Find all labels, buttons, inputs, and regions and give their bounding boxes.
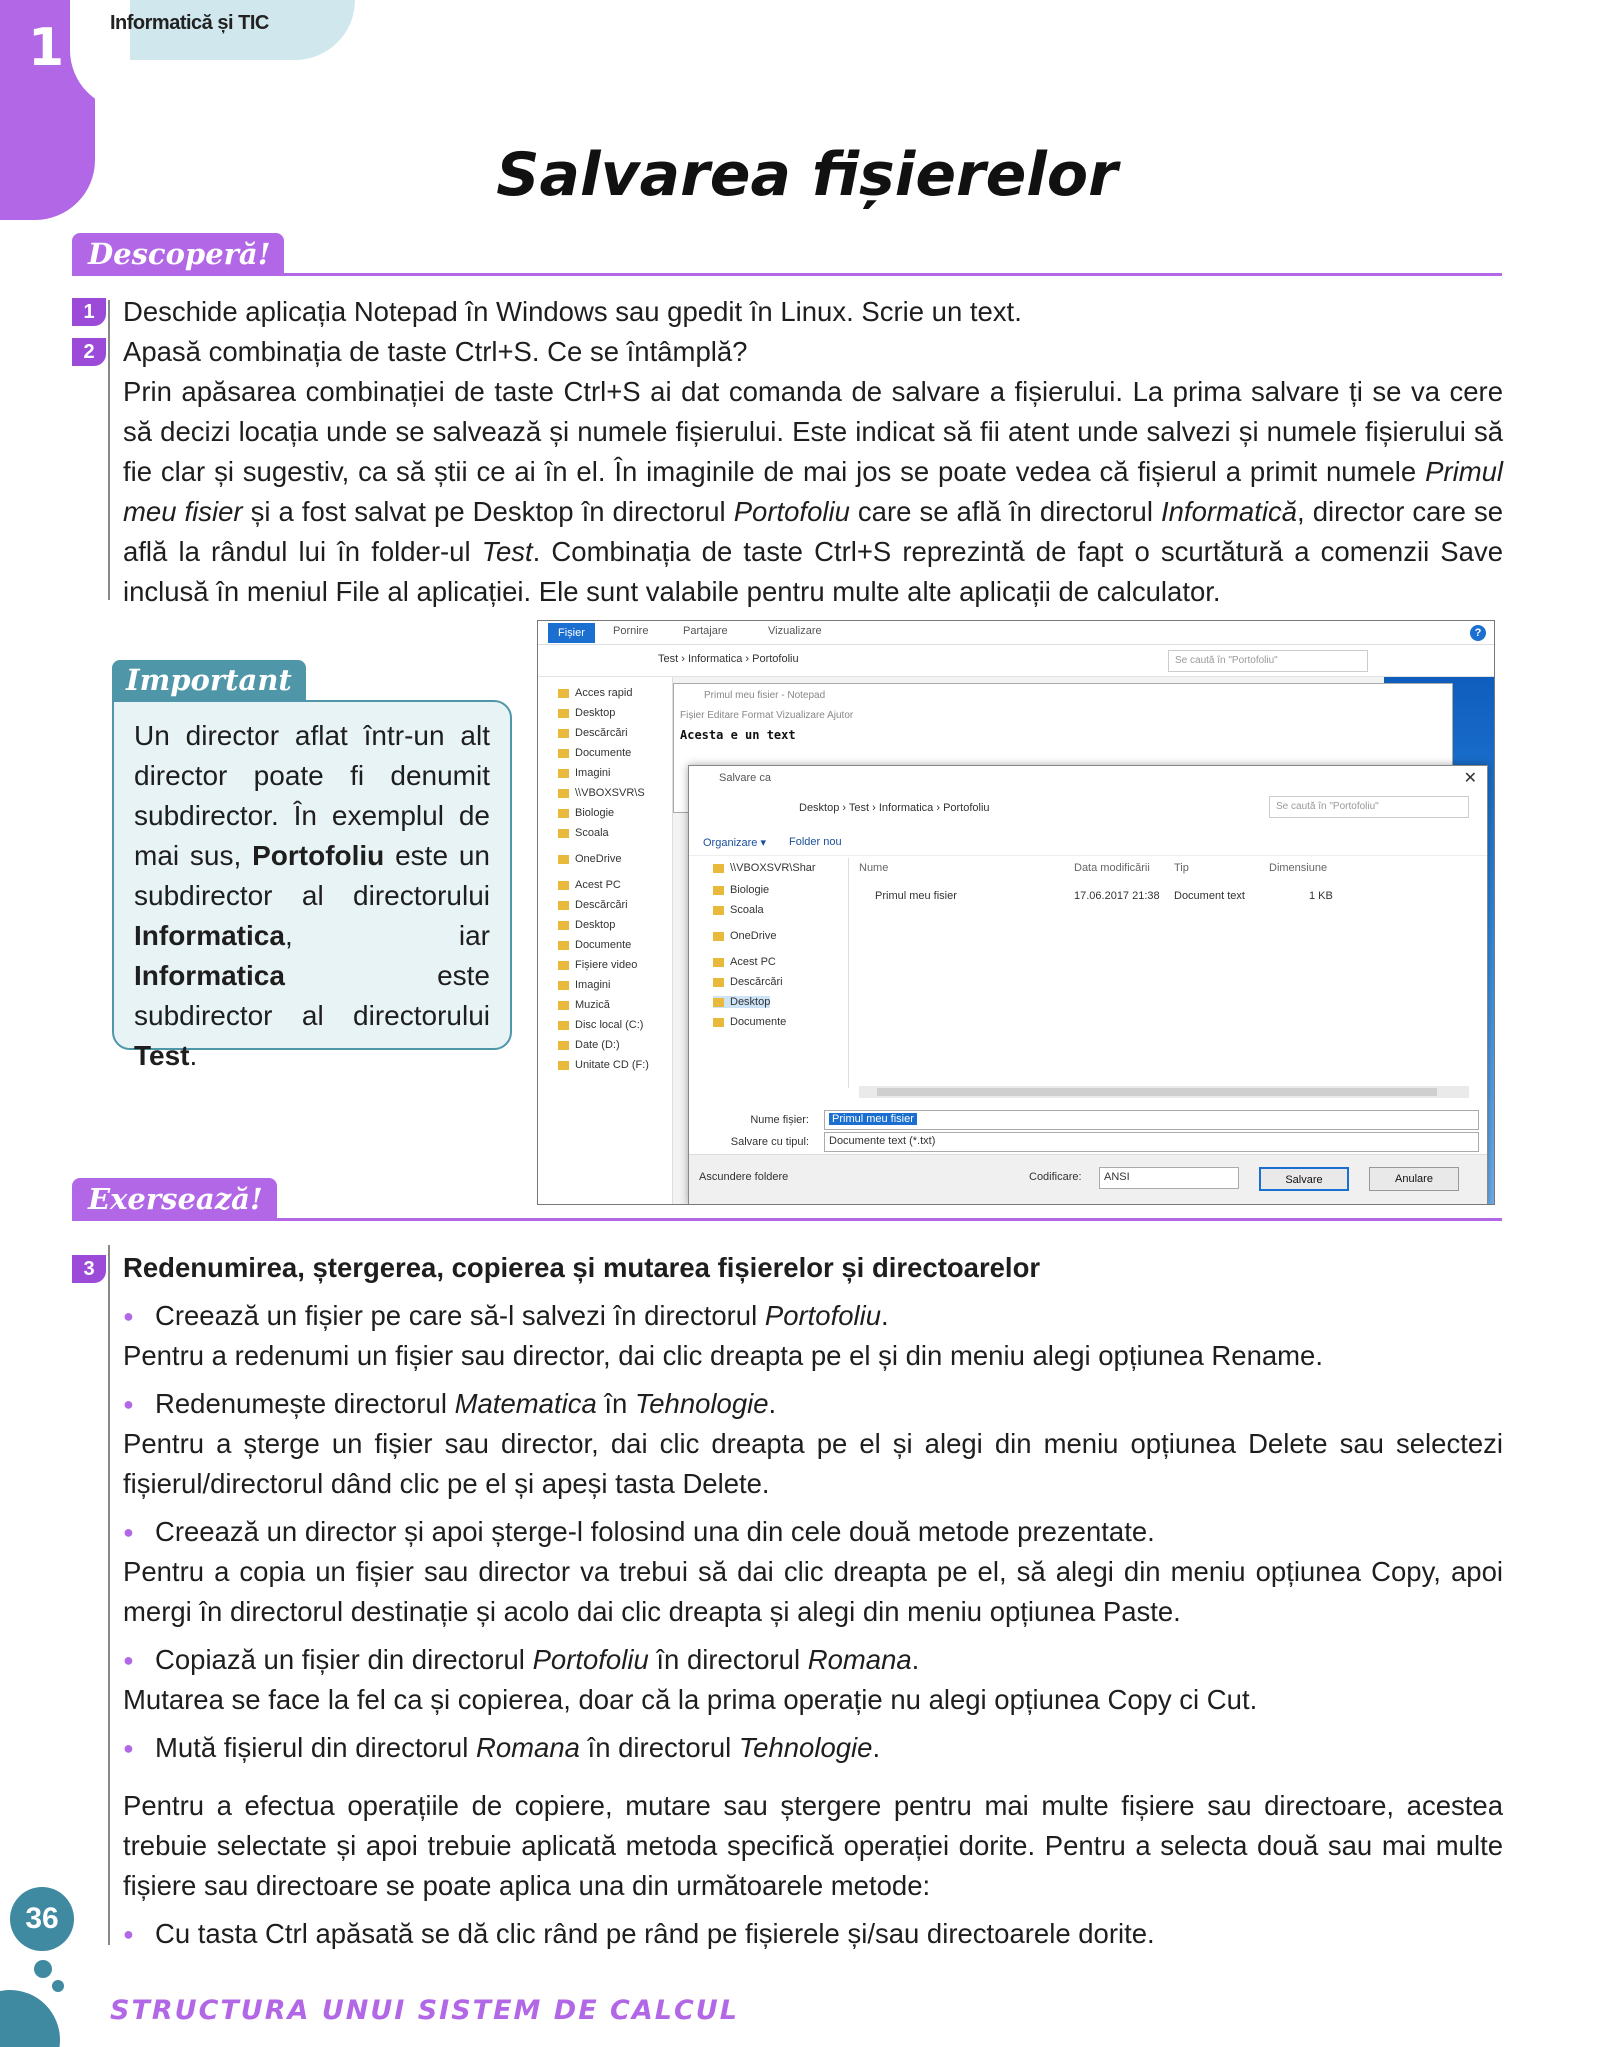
nav-item[interactable]: Imagini	[558, 767, 610, 779]
left-rule	[108, 1245, 110, 1945]
section-heading-discover: Descoperă!	[72, 233, 284, 275]
dialog-search[interactable]: Se caută în "Portofoliu"	[1269, 796, 1469, 818]
practice-bullet: ● Creează un director și apoi șterge-l folosind una din cele două metode prezentate.	[155, 1512, 1495, 1552]
subject-label: Informatică și TIC	[110, 12, 269, 34]
tree-item[interactable]: Scoala	[713, 904, 764, 916]
close-icon[interactable]: ✕	[1463, 770, 1477, 787]
page-number: 36	[10, 1887, 74, 1951]
tree-item[interactable]: \\VBOXSVR\Shar	[713, 862, 816, 874]
practice-paragraph: Pentru a efectua operațiile de copiere, mutare sau ștergere pentru mai multe fișiere sau directoare, acestea trebuie selectate și apoi trebuie aplicată metoda specifică operației dorite. Pentru a selecta două sau mai multe fișiere sau directoare se poate aplica una din următoarele metode:	[123, 1790, 1503, 1901]
section-rule	[72, 1218, 1502, 1221]
item-number-badge: 1	[72, 298, 106, 326]
nav-item[interactable]: OneDrive	[558, 853, 621, 865]
tree-item[interactable]: Acest PC	[713, 956, 776, 968]
nav-item[interactable]: Imagini	[558, 979, 610, 991]
important-box: Un director aflat într-un alt director poate fi denumit subdirector. În exemplul de mai sus, Portofoliu este un subdirector al directorului Informatica, iar Informatica este subdirector al directorului Test.	[112, 700, 512, 1050]
page-title: Salvarea fișierelor	[496, 140, 1118, 210]
tree-item[interactable]: OneDrive	[713, 930, 776, 942]
nav-item[interactable]: Descărcări	[558, 727, 628, 739]
nav-item[interactable]: Documente	[558, 747, 631, 759]
column-size[interactable]: Dimensiune	[1269, 862, 1328, 874]
dialog-footer	[689, 1154, 1487, 1204]
nav-item[interactable]: Desktop	[558, 707, 615, 719]
decorative-dot	[52, 1980, 64, 1992]
horizontal-scrollbar[interactable]	[859, 1086, 1469, 1098]
file-type: Document text	[1174, 890, 1245, 902]
nav-item[interactable]: Documente	[558, 939, 631, 951]
column-name[interactable]: Nume	[859, 862, 889, 874]
ribbon-tab-file[interactable]: Fișier	[548, 623, 595, 643]
explorer-search[interactable]: Se caută în "Portofoliu"	[1168, 650, 1368, 672]
item-number-badge: 3	[72, 1255, 106, 1283]
nav-item[interactable]: Unitate CD (F:)	[558, 1059, 649, 1071]
file-name[interactable]: Primul meu fisier	[875, 890, 957, 902]
tree-item[interactable]: Biologie	[713, 884, 769, 896]
filetype-label: Salvare cu tipul:	[730, 1136, 809, 1148]
left-rule	[108, 300, 110, 600]
tree-item-selected[interactable]: Desktop	[713, 996, 770, 1008]
dialog-folder-tree	[689, 858, 849, 1088]
section-heading-practice: Exersează!	[72, 1178, 277, 1220]
dialog-toolbar	[689, 830, 1487, 856]
address-path[interactable]: Test › Informatica › Portofoliu	[658, 653, 799, 665]
important-heading: Important	[112, 660, 306, 702]
encoding-select[interactable]: ANSI	[1099, 1167, 1239, 1189]
tree-item[interactable]: Documente	[713, 1016, 786, 1028]
save-dialog-screenshot	[537, 620, 1495, 1205]
nav-item[interactable]: Date (D:)	[558, 1039, 620, 1051]
discover-paragraph: Prin apăsarea combinației de taste Ctrl+S ai dat comanda de salvare a fișierului. La prima salvare ți se va cere să decizi locația unde se salvează și numele fișierului. Este indicat să fii atent unde salvezi și numele fișierului să fie clar și sugestiv, ca să știi ce ai în el. În imaginile de mai jos se poate vedea că fișierul a primit numele Primul meu fisier și a fost salvat pe Desktop în directorul Portofoliu care se află în directorul Informatică, director care se află la rândul lui în folder-ul Test. Combinația de taste Ctrl+S reprezintă de fapt o scurtătură a comenzii Save inclusă în meniul File al aplicației. Ele sunt valabile pentru multe alte aplicații de calculator.	[123, 376, 1504, 607]
item-number-badge: 2	[72, 338, 106, 366]
save-as-dialog	[688, 765, 1488, 1205]
column-date[interactable]: Data modificării	[1074, 862, 1150, 874]
filetype-select[interactable]: Documente text (*.txt)	[824, 1132, 1479, 1152]
file-size: 1 KB	[1309, 890, 1333, 902]
nav-item[interactable]: Scoala	[558, 827, 609, 839]
nav-item[interactable]: Fișiere video	[558, 959, 637, 971]
nav-item[interactable]: Disc local (C:)	[558, 1019, 643, 1031]
practice-item-title: Redenumirea, ștergerea, copierea și mutarea fișierelor și directoarelor	[123, 1252, 1041, 1283]
new-folder-button[interactable]: Folder nou	[789, 836, 842, 848]
dialog-path[interactable]: Desktop › Test › Informatica › Portofoliu	[799, 802, 990, 814]
practice-paragraph: Pentru a redenumi un fișier sau director, dai clic dreapta pe el și din meniu alegi opțiunea Rename.	[123, 1340, 1323, 1371]
notepad-menu[interactable]: Fișier Editare Format Vizualizare Ajutor	[680, 710, 854, 721]
save-button[interactable]: Salvare	[1259, 1167, 1349, 1191]
filename-label: Nume fișier:	[750, 1114, 809, 1126]
nav-item[interactable]: Descărcări	[558, 899, 628, 911]
nav-item[interactable]: Muzică	[558, 999, 610, 1011]
notepad-title: Primul meu fisier - Notepad	[704, 690, 826, 701]
organize-button[interactable]: Organizare ▾	[703, 837, 766, 849]
explorer-navigation-pane	[538, 677, 673, 1205]
ribbon-tab-home[interactable]: Pornire	[613, 625, 649, 637]
dialog-title: Salvare ca	[719, 772, 771, 784]
nav-item[interactable]: Acces rapid	[558, 687, 632, 699]
practice-paragraph: Mutarea se face la fel ca și copierea, doar că la prima operație nu alegi opțiunea Copy ci Cut.	[123, 1684, 1258, 1715]
chapter-number: 1	[28, 18, 65, 78]
ribbon-tab-share[interactable]: Partajare	[683, 625, 728, 637]
notepad-text[interactable]: Acesta e un text	[680, 728, 796, 742]
practice-bullet: ● Redenumește directorul Matematica în Tehnologie.	[155, 1384, 1495, 1424]
explorer-ribbon	[538, 621, 1494, 645]
footer-corner-decoration	[0, 1990, 60, 2047]
discover-item-1: Deschide aplicația Notepad în Windows sau gpedit în Linux. Scrie un text.	[123, 296, 1022, 327]
discover-item-2: Apasă combinația de taste Ctrl+S. Ce se întâmplă?	[123, 336, 748, 367]
encoding-label: Codificare:	[1029, 1171, 1082, 1183]
nav-item[interactable]: Acest PC	[558, 879, 621, 891]
file-date: 17.06.2017 21:38	[1074, 890, 1160, 902]
practice-bullet: ● Cu tasta Ctrl apăsată se dă clic rând pe rând pe fișierele și/sau directoarele dorite.	[155, 1914, 1495, 1954]
explorer-address-bar	[538, 645, 1494, 677]
section-rule	[72, 273, 1502, 276]
filename-input[interactable]: Primul meu fisier	[824, 1110, 1479, 1130]
practice-bullet: ● Creează un fișier pe care să-l salvezi în directorul Portofoliu.	[155, 1296, 1495, 1336]
nav-item[interactable]: Biologie	[558, 807, 614, 819]
practice-paragraph: Pentru a copia un fișier sau director va trebui să dai clic dreapta pe el, să alegi din meniu opțiunea Copy, apoi mergi în directorul destinație și acolo dai clic dreapta și alegi din meniu opțiunea Paste.	[123, 1556, 1503, 1627]
ribbon-tab-view[interactable]: Vizualizare	[768, 625, 822, 637]
hide-folders-toggle[interactable]: Ascundere foldere	[699, 1171, 789, 1183]
help-icon[interactable]: ?	[1470, 625, 1486, 641]
nav-item[interactable]: \\VBOXSVR\S	[558, 787, 645, 799]
nav-item[interactable]: Desktop	[558, 919, 615, 931]
practice-bullet: ● Copiază un fișier din directorul Portofoliu în directorul Romana.	[155, 1640, 1495, 1680]
tree-item[interactable]: Descărcări	[713, 976, 783, 988]
scrollbar-thumb[interactable]	[877, 1088, 1437, 1096]
practice-paragraph: Pentru a șterge un fișier sau director, dai clic dreapta pe el și alegi din meniu opțiunea Delete sau selectezi fișierul/directorul dând clic pe el și apeși tasta Delete.	[123, 1428, 1503, 1499]
column-type[interactable]: Tip	[1174, 862, 1189, 874]
practice-bullet: ● Mută fișierul din directorul Romana în directorul Tehnologie.	[155, 1728, 1495, 1768]
decorative-dot	[34, 1960, 52, 1978]
footer-chapter-title: STRUCTURA UNUI SISTEM DE CALCUL	[110, 1995, 739, 2026]
cancel-button[interactable]: Anulare	[1369, 1167, 1459, 1191]
